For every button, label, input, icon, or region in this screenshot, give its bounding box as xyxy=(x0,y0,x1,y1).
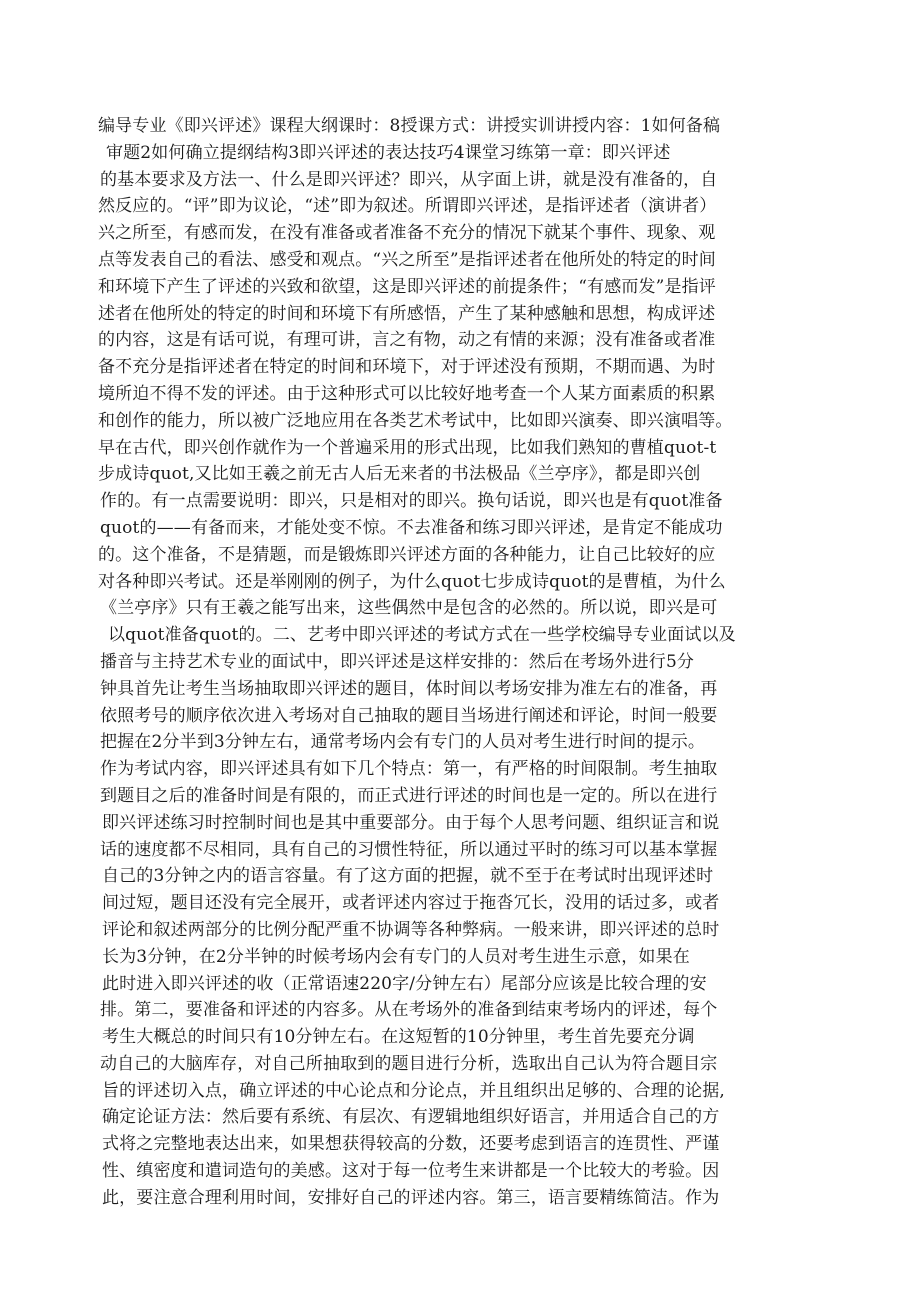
paragraph-line: 作的。有一点需要说明：即兴，只是相对的即兴。换句话说，即兴也是有quot准备 xyxy=(100,491,723,512)
paragraph-line: 把握在2分半到3分钟左右，通常考场内会有专门的人员对考生进行时间的提示。 xyxy=(100,732,706,753)
paragraph-line: 确定论证方法：然后要有系统、有层次、有逻辑地组织好语言，并用适合自己的方 xyxy=(102,1107,720,1128)
paragraph-line: 此时进入即兴评述的收（正常语速220字/分钟左右）尾部分应该是比较合理的安 xyxy=(102,973,707,994)
paragraph-line: 考生大概总的时间只有10分钟左右。在这短暂的10分钟里，考生首先要充分调 xyxy=(102,1027,695,1048)
paragraph-line: 长为3分钟，在2分半钟的时候考场内会有专门的人员对考生进生示意，如果在 xyxy=(102,946,690,967)
paragraph-line: 动自己的大脑库存，对自己所抽取到的题目进行分析，选取出自己认为符合题目宗 xyxy=(100,1053,718,1074)
paragraph-line: 然反应的。“评”即为议论，“述”即为叙述。所谓即兴评述，是指评述者（演讲者） xyxy=(98,196,717,217)
paragraph-line: 即兴评述练习时控制时间也是其中重要部分。由于每个人思考问题、组织证言和说 xyxy=(102,812,720,833)
paragraph-line: 作为考试内容，即兴评述具有如下几个特点：第一，有严格的时间限制。考生抽取 xyxy=(100,759,718,780)
paragraph-line: 依照考号的顺序依次进入考场对自己抽取的题目当场进行阐述和评论，时间一般要 xyxy=(100,705,718,726)
paragraph-line: 点等发表自己的看法、感受和观点。“兴之所至”是指评述者在他所处的特定的时间 xyxy=(98,249,716,270)
paragraph-line: 对各种即兴考试。还是举刚刚的例子，为什么quot七步成诗quot的是曹植，为什么 xyxy=(98,571,726,592)
paragraph-line: 和环境下产生了评述的兴致和欲望，这是即兴评述的前提条件；“有感而发”是指评 xyxy=(98,276,716,297)
paragraph-line: 钟具首先让考生当场抽取即兴评述的题目，体时间以考场安排为准左右的准备，再 xyxy=(100,678,718,699)
paragraph-line: 的内容，这是有话可说，有理可讲，言之有物，动之有情的来源；没有准备或者准 xyxy=(98,330,716,351)
paragraph-line: 旨的评述切入点，确立评述的中心论点和分论点，并且组织出足够的、合理的论据, xyxy=(102,1080,725,1101)
paragraph-line: 评论和叙述两部分的比例分配严重不协调等各种弊病。一般来讲，即兴评述的总时 xyxy=(102,919,720,940)
paragraph-line: quot的——有备而来，才能处变不惊。不去准备和练习即兴评述，是肯定不能成功 xyxy=(100,517,723,538)
paragraph-line: 播音与主持艺术专业的面试中，即兴评述是这样安排的：然后在考场外进行5分 xyxy=(100,651,695,672)
paragraph-line: 兴之所至，有感而发，在没有准备或者准备不充分的情况下就某个事件、现象、观 xyxy=(98,223,716,244)
paragraph-line: 步成诗quot,又比如王羲之前无古人后无来者的书法极品《兰亭序》，都是即兴创 xyxy=(98,464,701,485)
paragraph-line: 排。第二，要准备和评述的内容多。从在考场外的准备到结束考场内的评述，每个 xyxy=(100,1000,718,1021)
paragraph-line: 《兰亭序》只有王羲之能写出来，这些偶然中是包含的必然的。所以说，即兴是可 xyxy=(100,598,718,619)
paragraph-line: 和创作的能力，所以被广泛地应用在各类艺术考试中，比如即兴演奏、即兴演唱等。 xyxy=(98,410,733,431)
paragraph-line: 的。这个准备，不是猜题，而是锻炼即兴评述方面的各种能力，让自己比较好的应 xyxy=(98,544,716,565)
paragraph-line: 早在古代，即兴创作就作为一个普遍采用的形式出现，比如我们熟知的曹植quot-t xyxy=(98,437,717,458)
paragraph-line: 到题目之后的准备时间是有限的，而正式进行评述的时间也是一定的。所以在进行 xyxy=(100,785,718,806)
paragraph-line: 的基本要求及方法一、什么是即兴评述？即兴，从字面上讲，就是没有准备的，自 xyxy=(100,169,718,190)
paragraph-line: 性、缜密度和遣词造句的美感。这对于每一位考生来讲都是一个比较大的考验。因 xyxy=(102,1161,720,1182)
paragraph-line: 此，要注意合理利用时间，安排好自己的评述内容。第三，语言要精练简洁。作为 xyxy=(102,1187,720,1208)
paragraph-line: 间过短，题目还没有完全展开，或者评述内容过于拖沓冗长，没用的话过多，或者 xyxy=(102,893,720,914)
document-body xyxy=(98,113,788,1212)
paragraph-line: 编导专业《即兴评述》课程大纲课时：8授课方式：讲授实训讲授内容：1如何备稿 xyxy=(98,116,721,136)
paragraph-line: 境所迫不得不发的评述。由于这种形式可以比较好地考查一个人某方面素质的积累 xyxy=(98,383,716,404)
paragraph-line: 述者在他所处的特定的时间和环境下有所感悟，产生了某种感触和思想，构成评述 xyxy=(98,303,716,324)
paragraph-line: 审题2如何确立提纲结构3即兴评述的表达技巧4课堂习练第一章：即兴评述 xyxy=(106,142,671,163)
paragraph-line: 以quot准备quot的。二、艺考中即兴评述的考试方式在一些学校编导专业面试以及 xyxy=(108,625,736,646)
paragraph-line: 备不充分是指评述者在特定的时间和环境下，对于评述没有预期，不期而遇、为时 xyxy=(98,357,716,378)
paragraph-line: 话的速度都不尽相同，具有自己的习惯性特征，所以通过平时的练习可以基本掌握 xyxy=(100,839,718,860)
paragraph-line: 自己的3分钟之内的语言容量。有了这方面的把握，就不至于在考试时出现评述时 xyxy=(102,866,714,887)
paragraph-line: 式将之完整地表达出来，如果想获得较高的分数，还要考虑到语言的连贯性、严谨 xyxy=(102,1134,720,1155)
